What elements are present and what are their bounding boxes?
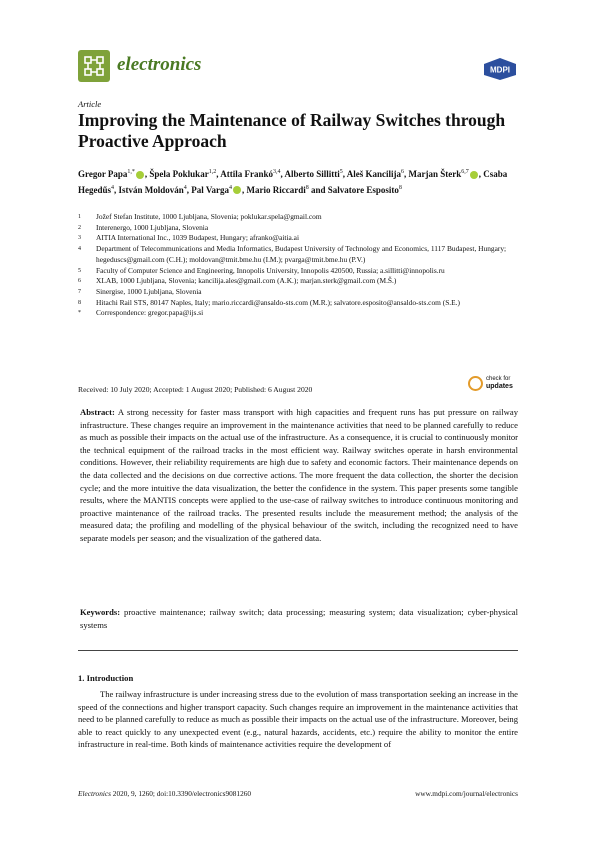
abstract-label: Abstract: <box>80 407 115 417</box>
author-name: Špela Poklukar <box>149 169 209 179</box>
affiliation-text: Sinergise, 1000 Ljubljana, Slovenia <box>96 286 202 296</box>
footer-citation-text: 2020, 9, 1260; doi:10.3390/electronics9081260 <box>110 789 252 798</box>
affiliation-text: Hitachi Rail STS, 80147 Naples, Italy; mario.riccardi@ansaldo-sts.com (M.R.); salvatore.esposito@ansaldo-sts.com (S.E.) <box>96 297 460 307</box>
author-name: Csaba Hegedűs <box>78 169 508 195</box>
keywords-label: Keywords: <box>80 607 121 617</box>
affiliation-text: XLAB, 1000 Ljubljana, Slovenia; kancilija.ales@gmail.com (A.K.); marjan.sterk@gmail.com (M.Š.) <box>96 276 397 286</box>
abstract <box>80 406 518 545</box>
footer-url[interactable]: www.mdpi.com/journal/electronics <box>415 789 518 798</box>
author-affiliation-mark: 6 <box>400 169 404 175</box>
check-updates-line1: check for <box>486 376 511 382</box>
author-separator: , <box>478 169 484 179</box>
affiliation-item <box>78 276 518 287</box>
author-affiliation-mark: 8 <box>305 184 309 191</box>
author-affiliation-mark: 4 <box>183 184 187 191</box>
author-name: Gregor Papa <box>78 169 128 179</box>
mdpi-logo-text: MDPI <box>490 65 510 75</box>
check-updates-icon <box>468 376 483 391</box>
orcid-icon[interactable] <box>233 186 241 194</box>
author-affiliation-mark: 1,2 <box>208 169 217 175</box>
author-affiliation-mark: 8 <box>398 184 402 191</box>
author-separator: , <box>242 184 247 195</box>
author-separator: , <box>342 169 347 179</box>
author-name: Pal Varga <box>191 184 230 195</box>
section-heading-introduction: 1. Introduction <box>78 673 134 683</box>
affiliation-number: 1 <box>78 214 81 220</box>
orcid-icon[interactable] <box>470 171 478 179</box>
check-for-updates-badge[interactable] <box>468 376 513 391</box>
affiliation-text: Correspondence: gregor.papa@ijs.si <box>96 308 204 318</box>
affiliation-number: * <box>78 310 81 317</box>
author-affiliation-mark: 1,* <box>127 169 135 175</box>
footer-citation <box>78 789 251 798</box>
author-name: Attila Frankó <box>220 169 273 179</box>
affiliation-number: 5 <box>78 267 81 274</box>
article-type: Article <box>78 99 102 109</box>
author-name: Marjan Šterk <box>408 169 462 179</box>
affiliation-item <box>78 244 518 265</box>
affiliation-text: Faculty of Computer Science and Engineering, Innopolis University, Innopolis 420500, Russia; a.sillitti@innopolis.ru <box>96 265 445 275</box>
affiliation-item <box>78 233 518 244</box>
affiliation-number: 8 <box>78 299 81 306</box>
affiliation-item <box>78 287 518 298</box>
author-separator: , <box>144 169 150 179</box>
paper-title: Improving the Maintenance of Railway Switches through Proactive Approach <box>78 110 506 151</box>
author-name: Mario Riccardi <box>246 184 306 195</box>
affiliation-text: Jožef Stefan Institute, 1000 Ljubljana, Slovenia; poklukar.spela@gmail.com <box>96 212 322 221</box>
affiliation-number: 2 <box>78 224 81 231</box>
author-separator: , <box>403 169 409 179</box>
introduction-text: The railway infrastructure is under increasing stress due to the evolution of mass transportation seeking an increase in the speed of the connections and higher transport capacity. Such changes require an improvement in the maintenance activities that need to be planned carefully to reduce as much as possible their impacts on the actual use of the infrastructure. Moreover, being able to react quickly to any unexpected event (e.g., natural hazards, accidents, etc.) require the ability to monitor the entire infrastructure in real-time. Both kinds of maintenance activities require the development of <box>78 689 518 750</box>
author-separator: , <box>280 169 285 179</box>
affiliation-number: 4 <box>78 246 81 253</box>
journal-logo-icon <box>78 50 110 82</box>
author-separator: , <box>186 184 192 195</box>
affiliation-item <box>78 223 518 234</box>
abstract-text: A strong necessity for faster mass transport with high capacities and frequent runs has put pressure on railway infrastructure. These changes require an improvement in the maintenance activities that need to be planned carefully to reduce as much as possible their impacts on the actual use of the infrastructure. As a consequence, it is crucial to continuously monitor the technical equipment of the railroad tracks in the most efficient way. Railway switches operate in harsh environmental conditions. However, their reliability requirements are high due to safety and economic factors. Their maintenance depends on the data collected and the decisions on due corrective actions. The more frequent the data collection, the shorter the decision cycle; and the more intuitive the data visualization, the better the confidence in the system. This paper presents some tangible results, where the MANTIS concepts were applied to the use-case of railway switches to introduce continuous monitoring and proactive maintenance of the railroad tracks. The presented results include the measurement method; the analysis of the measured data; the profiling and modelling of the physical behaviour of the switch, including the recognized need to have separate models per season; and the visualization of the gathered data. <box>80 407 518 543</box>
affiliation-item <box>78 298 518 309</box>
author-name: Alberto Sillitti <box>284 169 340 179</box>
affiliation-item <box>78 308 518 319</box>
author-affiliation-mark: 5 <box>339 169 343 175</box>
affiliation-text: Department of Telecommunications and Media Informatics, Budapest University of Technology and Economics, 1117 Budapest, Hungary; hegeduscs@gmail.com (C.H.); moldovan@tmit.bme.hu (I.M.); pvarga@tmit.bme.hu (P.V.) <box>96 244 507 264</box>
affiliation-number: 6 <box>78 278 81 285</box>
author-name: István Moldován <box>118 184 184 195</box>
author-separator: , <box>216 169 221 179</box>
orcid-icon[interactable] <box>136 171 144 179</box>
publication-dates: Received: 10 July 2020; Accepted: 1 August 2020; Published: 6 August 2020 <box>78 385 313 394</box>
author-name: and Salvatore Esposito <box>311 184 399 195</box>
keywords <box>80 606 518 631</box>
keywords-text: proactive maintenance; railway switch; data processing; measuring system; data visualization; cyber-physical systems <box>80 607 518 630</box>
author-affiliation-mark: 4 <box>111 184 115 191</box>
affiliation-text: Interenergo, 1000 Ljubljana, Slovenia <box>96 222 209 232</box>
affiliation-number: 7 <box>78 288 81 295</box>
author-separator: , <box>114 184 119 195</box>
author-affiliation-mark: 3,4 <box>272 169 281 175</box>
affiliation-list <box>78 212 518 319</box>
mdpi-logo <box>482 58 518 85</box>
affiliation-item <box>78 212 518 223</box>
affiliation-number: 3 <box>78 235 81 242</box>
check-updates-line2: updates <box>486 383 513 390</box>
journal-name: electronics <box>117 54 202 75</box>
footer-journal: Electronics <box>78 789 111 798</box>
author-affiliation-mark: 4 <box>229 184 233 191</box>
section-divider <box>78 650 518 651</box>
author-name: Aleš Kancilija <box>346 169 401 179</box>
author-affiliation-mark: 6,7 <box>461 169 469 175</box>
author-list <box>78 166 518 197</box>
affiliation-text: AITIA International Inc., 1039 Budapest, Hungary; afranko@aitia.ai <box>96 233 300 243</box>
affiliation-item <box>78 266 518 277</box>
